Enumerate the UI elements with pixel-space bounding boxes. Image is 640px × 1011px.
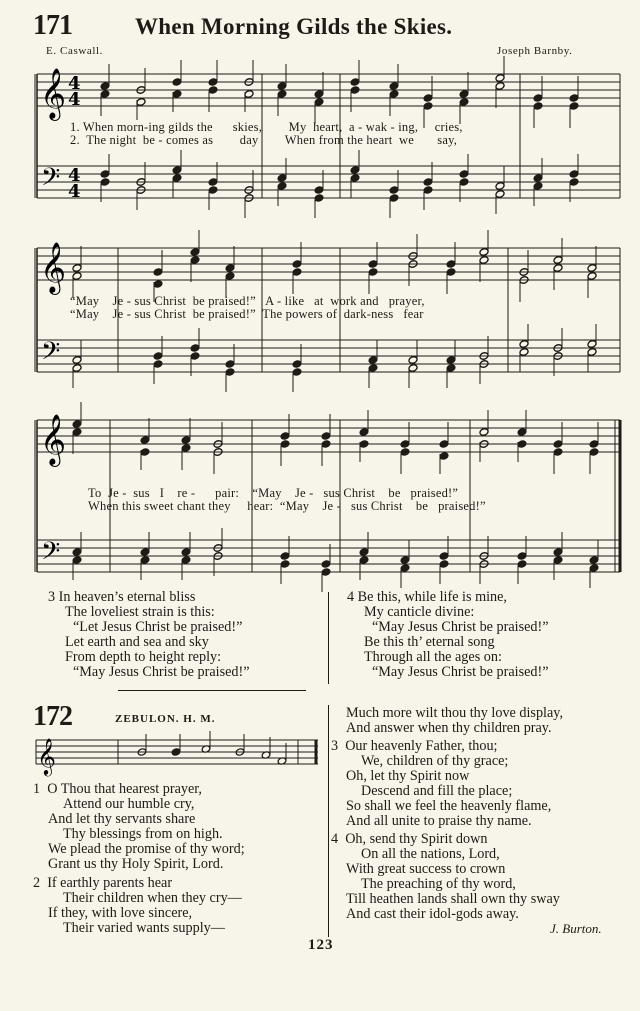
stanza-line: “May Jesus Christ be praised!” [73,664,250,680]
stanza-line: 4 Be this, while life is mine, [347,589,507,605]
hymn-171-number: 171 [33,10,72,41]
words-credit: E. Caswall. [46,45,104,57]
hymn-172-stanza-1 [33,782,245,872]
hymn-172-stanza-2 [33,876,242,936]
stanza-line: Their children when they cry— [63,890,242,906]
stanza-line: Their varied wants supply— [63,920,225,936]
stanza-line: 3 In heaven’s eternal bliss [48,589,196,605]
bass-clef-icon: 𝄢 [41,163,61,198]
tune-name: ZEBULON. H. M. [115,713,216,725]
stanza-line: Attend our humble cry, [63,796,195,812]
stanza-line: My canticle divine: [364,604,475,620]
stanza-line: And all unite to praise thy name. [346,813,532,829]
time-signature: 4 [68,165,81,186]
stanza-line: 3 Our heavenly Father, thou; [331,738,498,754]
time-signature: 4 [68,181,81,202]
system-2-verse-2: “May Je - sus Christ be praised!” The powers of dark-ness fear [70,307,424,321]
bass-clef-icon: 𝄢 [41,537,61,572]
column-divider [328,705,329,937]
note-head [171,748,181,756]
system-1-verse-1: 1. When morn-ing gilds the skies, My heart, a - wak - ing, cries, [70,120,463,134]
stanza-line: Grant us thy Holy Spirit, Lord. [48,856,224,872]
time-signature: 4 [68,89,81,110]
stanza-line: And let thy servants share [48,811,196,827]
stanza-line: 2 If earthly parents hear [33,875,173,891]
stanza-line: “May Jesus Christ be praised!” [372,619,549,635]
hymn-172-stanza-2-continued [346,706,563,736]
hymn-171-title: When Morning Gilds the Skies. [135,14,453,39]
treble-clef-icon: 𝄞 [40,68,67,119]
stanza-line: 1 O Thou that hearest prayer, [33,781,202,797]
stanza-line: Thy blessings from on high. [63,826,223,842]
stanza-line: And cast their idol-gods away. [346,906,519,922]
hymn-172-stanza-3 [331,739,551,829]
hymn-172-number: 172 [33,701,72,732]
stanza-line: Till heathen lands shall own thy sway [346,891,560,907]
treble-clef-icon: 𝄞 [40,242,67,293]
stanza-line: Through all the ages on: [364,649,502,665]
stanza-line: “Let Jesus Christ be praised!” [73,619,243,635]
stanza-line: “May Jesus Christ be praised!” [372,664,549,680]
music-credit: Joseph Barnby. [497,45,573,57]
hymn-171-stanza-4 [347,590,549,680]
hymn-172-incipit [30,730,320,780]
treble-clef-icon: 𝄞 [40,414,67,465]
system-1-verse-2: 2. The night be - comes as day When from the heart we say, [70,133,458,147]
hymn-172-stanza-4 [331,832,560,922]
stanza-line: If they, with love sincere, [48,905,193,921]
system-3-verse-1: To Je - sus I re - pair: “May Je - sus Christ be praised!” [88,486,459,500]
hymn-171-stanza-3 [48,590,250,680]
stanza-line: The preaching of thy word, [361,876,516,892]
stanza-line: Be this th’ eternal song [364,634,495,650]
page-number: 123 [308,937,334,953]
stanza-line: So shall we feel the heavenly flame, [346,798,552,814]
column-divider [328,592,329,684]
stanza-line: We, children of thy grace; [361,753,509,769]
treble-clef-icon: 𝄞 [37,737,56,775]
time-signature: 4 [68,73,81,94]
stanza-line: Descend and fill the place; [361,783,513,799]
stanza-line: With great success to crown [346,861,506,877]
section-separator [118,690,306,691]
stanza-line: On all the nations, Lord, [361,846,500,862]
system-3-verse-2: When this sweet chant they hear: “May Je - sus Christ be praised!” [88,499,486,513]
stanza-line: And answer when thy children pray. [346,720,552,736]
stanza-line: Let earth and sea and sky [65,634,209,650]
stanza-line: From depth to height reply: [65,649,222,665]
stanza-line: We plead the promise of thy word; [48,841,245,857]
system-2-verse-1: “May Je - sus Christ be praised!” A - like at work and prayer, [70,294,425,308]
stanza-line: 4 Oh, send thy Spirit down [331,831,488,847]
bass-clef-icon: 𝄢 [41,337,61,372]
stanza-line: Oh, let thy Spirit now [346,768,470,784]
author-credit: J. Burton. [550,921,602,936]
stanza-line: Much more wilt thou thy love display, [346,705,563,721]
stanza-line: The loveliest strain is this: [65,604,215,620]
